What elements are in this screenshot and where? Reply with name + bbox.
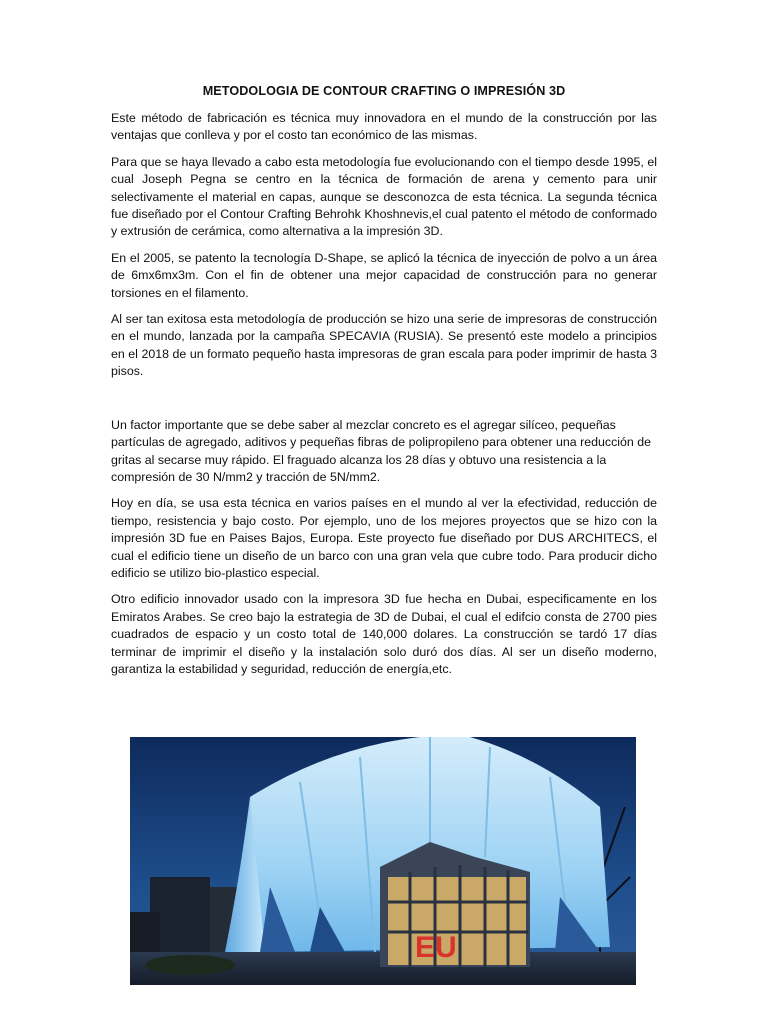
building-photo <box>130 737 636 985</box>
paragraph-concrete: Un factor importante que se debe saber al mezclar concreto es el agregar silíceo, pequeñas partículas de agregado, aditivos y pequeñas fibras de polipropileno para obtener una reducción de gritas al secarse muy rápido. El fraguado alcanza los 28 días y obtuvo una resistencia a la compresión de 30 N/mm2 y tracción de 5N/mm2. <box>111 417 652 484</box>
paragraph-dubai: Otro edificio innovador usado con la impresora 3D fue hecha en Dubai, especificamente en los Emiratos Arabes. Se creo bajo la estrategia de 3D de Dubai, el cual el edifcio consta de 2700 pies cuadrados de espacio y un costo total de 140,000 dolares. La construcción se tardó 17 días terminar de imprimir el diseño y la instalación solo duró dos días. Al ser un diseño moderno, garantiza la estabilidad y seguridad, reducción de energía,etc. <box>111 592 657 676</box>
page-title: METODOLOGIA DE CONTOUR CRAFTING O IMPRESIÓN 3D <box>202 84 566 98</box>
paragraph-intro: Este método de fabricación es técnica muy innovadora en el mundo de la construcción por las ventajas que conlleva y por el costo tan económico de las mismas. <box>111 111 657 143</box>
paragraph-specavia: Al ser tan exitosa esta metodología de producción se hizo una serie de impresoras de construcción en el mundo, lanzada por la campaña SPECAVIA (RUSIA). Se presentó este modelo a principios en el 2018 de un formato pequeño hasta impresoras de gran escala para poder imprimir de hasta 3 pisos. <box>111 312 657 379</box>
paragraph-dshape: En el 2005, se patento la tecnología D-Shape, se aplicó la técnica de inyección de polvo a un área de 6mx6mx3m. Con el fin de obtener una mejor capacidad de construcción para no generar torsiones en el filamento. <box>111 250 657 300</box>
building-sign: EU <box>415 931 457 964</box>
paragraph-netherlands: Hoy en día, se usa esta técnica en varios países en el mundo al ver la efectividad, reducción de tiempo, resistencia y bajo costo. Por ejemplo, uno de los mejores proyectos que se hizo con la impresión 3D fue en Paises Bajos, Europa. Este proyecto fue diseñado por DUS ARCHITECS, el cual el edificio tiene un diseño de un barco con una gran vela que cubre todo. Para producir dicho edificio se utilizo bio-plastico especial. <box>111 496 657 580</box>
paragraph-history: Para que se haya llevado a cabo esta metodología fue evolucionando con el tiempo desde 1995, el cual Joseph Pegna se centro en la técnica de formación de arena y cemento para unir selectivamente el material en capas, aunque se desconozca de esta técnica. La segunda técnica fue diseñado por el Contour Crafting Behrohk Khoshnevis,el cual patento el método de conformado y extrusión de cerámica, como alternativa a la impresión 3D. <box>111 154 657 239</box>
document-body <box>111 84 657 687</box>
paragraph-spacer <box>111 390 657 417</box>
